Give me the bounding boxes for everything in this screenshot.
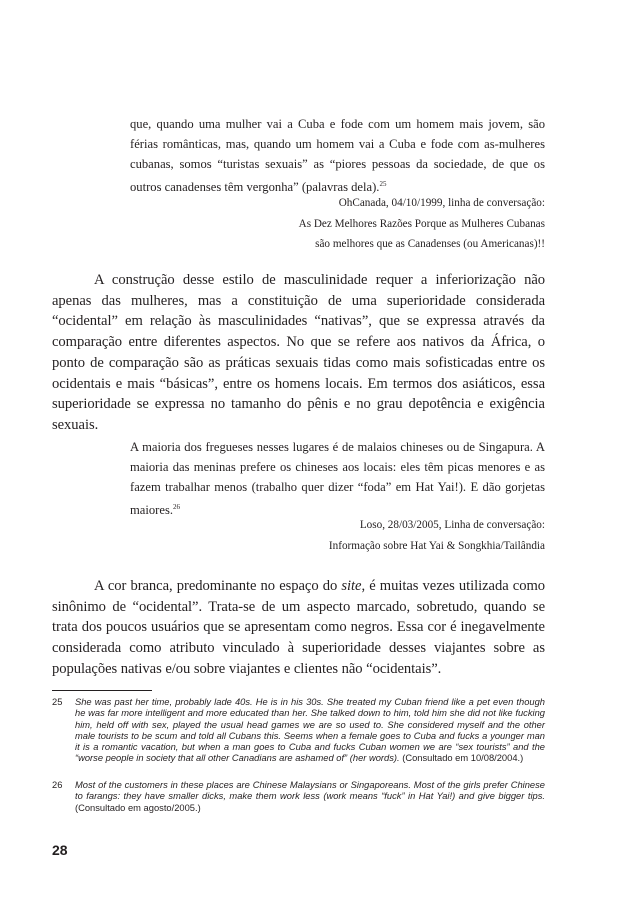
footnote-body [75,697,545,765]
footnote-26 [52,780,545,814]
body-paragraph-2 [52,576,545,680]
footnote-divider [52,690,152,691]
quote-2-source-line: Informação sobre Hat Yai & Songkhia/Tailândia [328,539,545,552]
page-number: 28 [52,842,68,858]
quote-2-source-line: Loso, 28/03/2005, Linha de conversação: [359,519,545,531]
quote-2-source [329,515,545,556]
block-quote-2 [130,437,545,520]
block-quote-1 [130,114,545,197]
footnote-italic-text: She was past her time, probably lade 40s. He is in his 30s. She treated my Cuban friend like a pet even though he was far more intelligent and more educated than her. She talked down to him, told him she did not like fucking him, held off with sex, played the usual head games we are so used to. She considered myself and the other male tourists to be scum and told all Cubans this. Seems when a female goes to Cuba and fucks a younger man it is a romantic vacation, but when a man goes to Cuba and fucks Cuban women we are “sex tourists” and the “worse people in society that all other Canadians are ashamed of” (her words). [75,697,545,764]
body-paragraph-1: A construção desse estilo de masculinidade requer a inferiorização não apenas das mulheres, mas a constituição de uma superioridade considerada “ocidental” em relação às masculinidades “nativas”, que se expressa através da comparação entre diferentes aspectos. No que se refere aos nativos da África, o ponto de comparação são as práticas sexuais tidas como mais sofisticadas entre os ocidentais e mais “básicas”, entre os homens locais. Em termos dos asiáticos, essa superioridade se expressa no tamanho do pênis e no grau depotência e exigência sexuais. [52,272,545,433]
footnote-number: 25 [52,697,63,707]
block-quote-2-text: A maioria dos fregueses nesses lugares é de malaios chineses ou de Singapura. A maioria das meninas prefere os chineses aos locais: eles têm picas menores e as fazem trabalhar menos (trabalho quer dizer “foda” em Hat Yai!). E dão gorjetas maiores. [130,440,545,518]
quote-1-source-line: são melhores que as Canadenses (ou Americanas)!! [315,238,545,250]
footnote-citation: (Consultado em agosto/2005.) [75,802,201,813]
footnote-ref-25: 25 [379,180,387,188]
footnote-25 [52,697,545,765]
footnote-body [75,780,545,814]
quote-1-source [299,193,545,255]
footnote-number: 26 [52,780,63,790]
footnote-italic-text: Most of the customers in these places are Chinese Malaysians or Singaporeans. Most of the girls prefer Chinese to farangs: they have smaller dicks, make them work less (work means “fuck” in Hat Yai!) and give bigger tips. [75,780,545,802]
quote-1-source-line: OhCanada, 04/10/1999, linha de conversação: [338,197,545,209]
footnote-ref-26: 26 [173,503,181,511]
quote-1-source-line: As Dez Melhores Razões Porque as Mulheres Cubanas [298,217,545,230]
body-paragraph-2-start: A cor branca, predominante no espaço do [94,578,342,594]
block-quote-1-text: que, quando uma mulher vai a Cuba e fode com um homem mais jovem, são férias românticas, mas, quando um homem vai a Cuba e fode com as-mulheres cubanas, somos “turistas sexuais” as “piores pessoas da sociedade, de que os outros canadenses têm vergonha” (palavras dela). [130,117,545,195]
italic-term: site [341,578,362,594]
body-paragraph-2-rest: , é muitas vezes utilizada como sinônimo de “ocidental”. Trata-se de um aspecto marcado, sobretudo, quando se trata dos poucos usuários que se apresentam como negros. Essa cor é inegavelmente considerada como atributo vinculado à superioridade desses viajantes sobre as populações nativas e/ou sobre viajantes e clientes não “ocidentais”. [52,578,545,677]
footnote-citation: (Consultado em 10/08/2004.) [399,753,524,764]
